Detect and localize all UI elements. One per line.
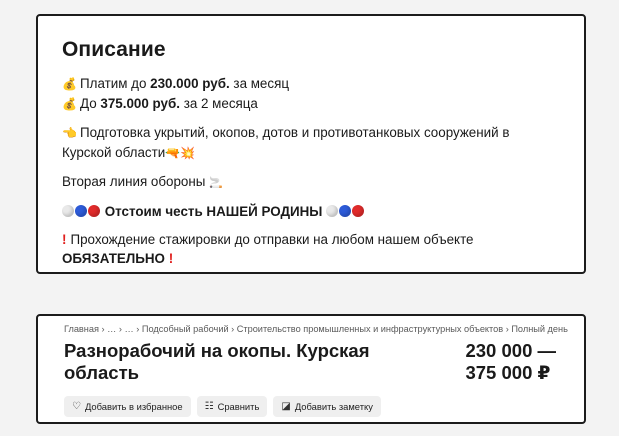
mandatory-label: ОБЯЗАТЕЛЬНО [62, 251, 165, 266]
explosion-icon: 💥 [180, 146, 196, 160]
pointing-hand-icon: 👈 [62, 126, 77, 140]
blue-circle-icon [339, 205, 351, 217]
pay-amount-month: 230.000 руб. [150, 76, 230, 91]
honor-line: Отстоим честь НАШЕЙ РОДИНЫ [62, 202, 560, 221]
money-bag-icon: 💰 [62, 77, 77, 91]
description-card [36, 14, 586, 274]
action-buttons [64, 396, 558, 417]
pay-line-two-months: 💰 До 375.000 руб. за 2 месяца [62, 94, 560, 114]
add-note-button[interactable]: ◪ Добавить заметку [273, 396, 381, 417]
pay-line-month: 💰 Платим до 230.000 руб. за месяц [62, 74, 560, 94]
note-icon: ◪ [281, 401, 291, 412]
blue-circle-icon [75, 205, 87, 217]
description-heading: Описание [62, 38, 166, 61]
compare-button[interactable]: ☷ Сравнить [197, 396, 268, 417]
red-circle-icon [352, 205, 364, 217]
breadcrumb[interactable]: Главная › … › … › Подсобный рабочий › Строительство промышленных и инфраструктурных объектов › Полный день [64, 324, 568, 334]
cigarette-icon: 🚬 [209, 177, 223, 189]
exclamation-icon: ! [168, 251, 174, 266]
money-bag-icon: 💰 [62, 97, 77, 111]
heart-icon: ♡ [72, 401, 81, 412]
title-row [64, 340, 558, 390]
job-title: Разнорабочий на окопы. Курская область [64, 340, 370, 383]
internship-line: ! Прохождение стажировки до отправки на любом нашем объекте ОБЯЗАТЕЛЬНО ! [62, 232, 474, 266]
salary: 230 000 — 375 000 ₽ [465, 340, 556, 383]
white-circle-icon [62, 205, 74, 217]
preparation-line: 👈 Подготовка укрытий, окопов, дотов и противотанковых сооружений в Курской области🔫💥 [62, 125, 510, 160]
job-card [36, 314, 586, 424]
add-to-favorites-button[interactable]: ♡ Добавить в избранное [64, 396, 191, 417]
white-circle-icon [326, 205, 338, 217]
gun-icon: 🔫 [165, 146, 181, 160]
second-line-of-defense: Вторая линия обороны 🚬 [62, 174, 223, 189]
exclamation-icon: ! [62, 232, 67, 247]
compare-icon: ☷ [204, 401, 214, 412]
pay-amount-two-months: 375.000 руб. [100, 96, 180, 111]
red-circle-icon [88, 205, 100, 217]
